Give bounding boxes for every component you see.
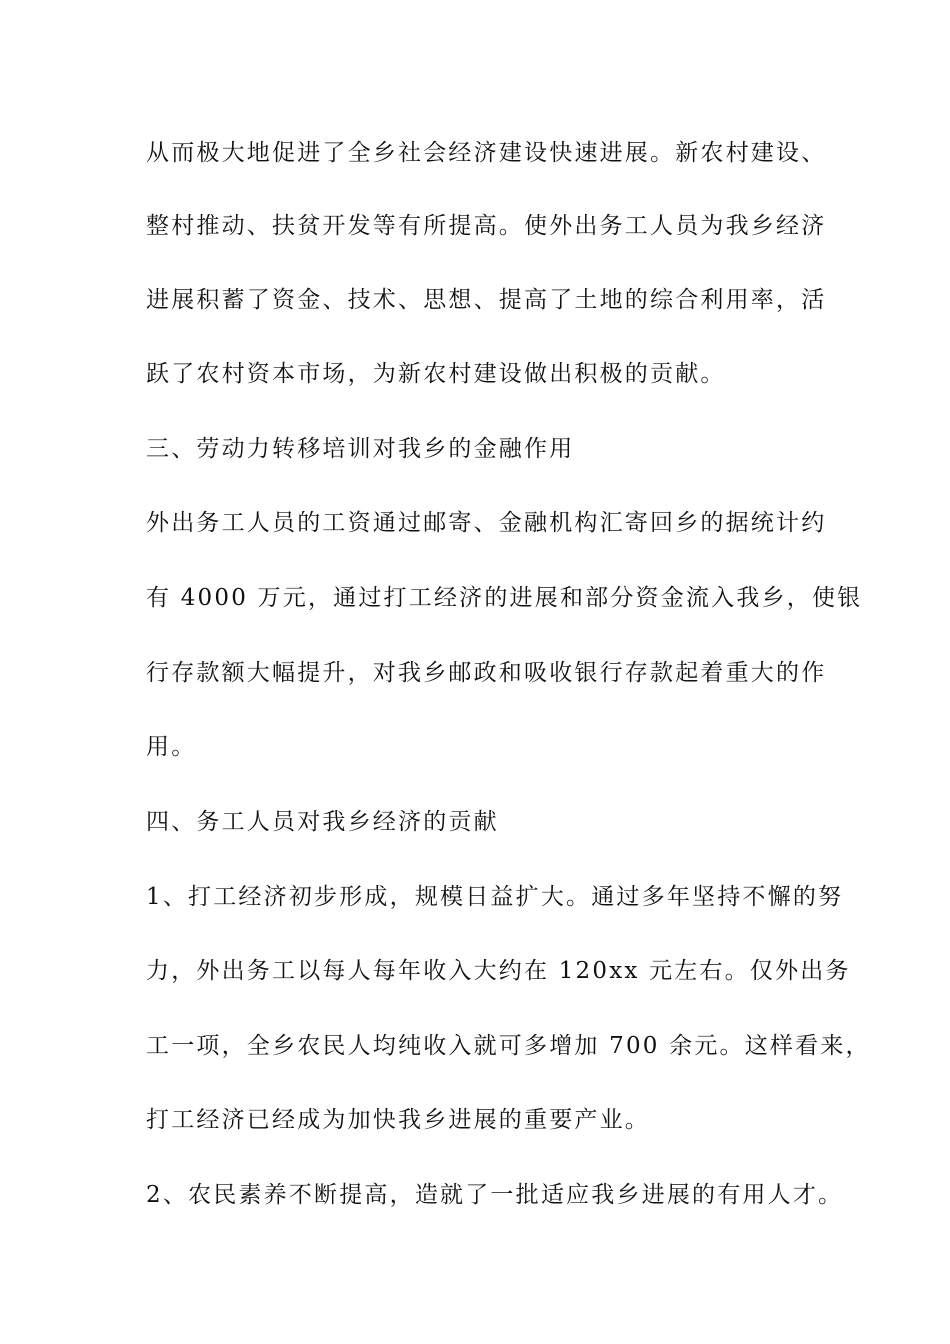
paragraph-line: 2、农民素养不断提高，造就了一批适应我乡进展的有用人才。 (146, 1182, 844, 1208)
paragraph-line: 工一项，全乡农民人均纯收入就可多增加 700 余元。这样看来， (146, 1033, 871, 1059)
paragraph-line: 力，外出务工以每人每年收入大约在 120xx 元左右。仅外出务 (146, 958, 851, 984)
paragraph-line: 外出务工人员的工资通过邮寄、金融机构汇寄回乡的据统计约 (146, 510, 827, 536)
paragraph-line: 行存款额大幅提升，对我乡邮政和吸收银行存款起着重大的作 (146, 660, 827, 686)
paragraph-line: 整村推动、扶贫开发等有所提高。使外出务工人员为我乡经济 (146, 213, 827, 239)
paragraph-line: 进展积蓄了资金、技术、思想、提高了土地的综合利用率，活 (146, 287, 827, 313)
paragraph-line: 打工经济已经成为加快我乡进展的重要产业。 (146, 1107, 650, 1133)
paragraph-line: 用。 (146, 734, 197, 760)
section-heading: 四、务工人员对我乡经济的贡献 (146, 809, 499, 835)
paragraph-line: 1、打工经济初步形成，规模日益扩大。通过多年坚持不懈的努 (146, 884, 844, 910)
section-heading: 三、劳动力转移培训对我乡的金融作用 (146, 436, 575, 462)
paragraph-line: 有 4000 万元，通过打工经济的进展和部分资金流入我乡，使银 (146, 585, 863, 611)
paragraph-line: 跃了农村资本市场，为新农村建设做出积极的贡献。 (146, 361, 726, 387)
paragraph-line: 从而极大地促进了全乡社会经济建设快速进展。新农村建设、 (146, 140, 827, 166)
